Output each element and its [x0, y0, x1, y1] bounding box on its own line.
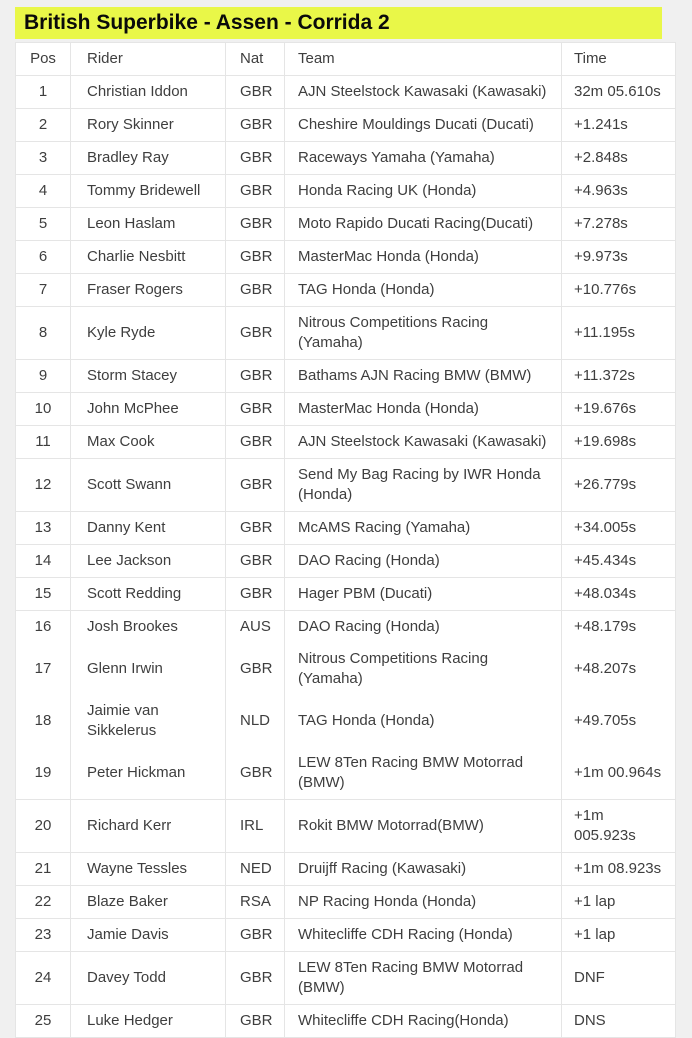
team-cell: Nitrous Competitions Racing (Yamaha)	[285, 643, 562, 695]
nat-cell: IRL	[226, 800, 285, 853]
pos-cell: 15	[16, 578, 71, 611]
pos-cell: 12	[16, 459, 71, 512]
rider-cell: Christian Iddon	[71, 76, 226, 109]
time-cell: +1 lap	[562, 919, 676, 952]
pos-cell: 4	[16, 175, 71, 208]
results-table	[15, 42, 676, 1038]
rider-cell: Danny Kent	[71, 512, 226, 545]
pos-cell: 24	[16, 952, 71, 1005]
column-header-team: Team	[285, 43, 562, 76]
pos-cell: 11	[16, 426, 71, 459]
pos-cell: 20	[16, 800, 71, 853]
table-row	[16, 853, 676, 886]
nat-cell: NED	[226, 853, 285, 886]
nat-cell: GBR	[226, 307, 285, 360]
pos-cell: 25	[16, 1005, 71, 1038]
table-row	[16, 241, 676, 274]
time-cell: +11.195s	[562, 307, 676, 360]
table-row	[16, 611, 676, 644]
rider-cell: Lee Jackson	[71, 545, 226, 578]
time-cell: +9.973s	[562, 241, 676, 274]
results-table-header	[16, 43, 676, 76]
table-row	[16, 109, 676, 142]
table-row	[16, 175, 676, 208]
team-cell: Moto Rapido Ducati Racing(Ducati)	[285, 208, 562, 241]
nat-cell: GBR	[226, 175, 285, 208]
nat-cell: GBR	[226, 109, 285, 142]
time-cell: +4.963s	[562, 175, 676, 208]
nat-cell: GBR	[226, 241, 285, 274]
nat-cell: GBR	[226, 952, 285, 1005]
rider-cell: Scott Swann	[71, 459, 226, 512]
pos-cell: 2	[16, 109, 71, 142]
time-cell: +1 lap	[562, 886, 676, 919]
column-header-rider: Rider	[71, 43, 226, 76]
rider-cell: Glenn Irwin	[71, 643, 226, 695]
pos-cell: 10	[16, 393, 71, 426]
table-row	[16, 952, 676, 1005]
team-cell: LEW 8Ten Racing BMW Motorrad (BMW)	[285, 747, 562, 800]
time-cell: +48.034s	[562, 578, 676, 611]
nat-cell: NLD	[226, 695, 285, 747]
table-row	[16, 459, 676, 512]
table-row	[16, 208, 676, 241]
table-row	[16, 695, 676, 747]
nat-cell: GBR	[226, 1005, 285, 1038]
time-cell: +34.005s	[562, 512, 676, 545]
team-cell: LEW 8Ten Racing BMW Motorrad (BMW)	[285, 952, 562, 1005]
rider-cell: Jamie Davis	[71, 919, 226, 952]
team-cell: Hager PBM (Ducati)	[285, 578, 562, 611]
team-cell: Whitecliffe CDH Racing(Honda)	[285, 1005, 562, 1038]
pos-cell: 6	[16, 241, 71, 274]
team-cell: Rokit BMW Motorrad(BMW)	[285, 800, 562, 853]
rider-cell: Luke Hedger	[71, 1005, 226, 1038]
rider-cell: Richard Kerr	[71, 800, 226, 853]
table-row	[16, 512, 676, 545]
table-row	[16, 360, 676, 393]
pos-cell: 8	[16, 307, 71, 360]
time-cell: +1m 00.964s	[562, 747, 676, 800]
team-cell: MasterMac Honda (Honda)	[285, 241, 562, 274]
rider-cell: Jaimie van Sikkelerus	[71, 695, 226, 747]
team-cell: Whitecliffe CDH Racing (Honda)	[285, 919, 562, 952]
table-row	[16, 886, 676, 919]
pos-cell: 19	[16, 747, 71, 800]
team-cell: Send My Bag Racing by IWR Honda (Honda)	[285, 459, 562, 512]
table-row	[16, 1005, 676, 1038]
time-cell: +48.207s	[562, 643, 676, 695]
team-cell: McAMS Racing (Yamaha)	[285, 512, 562, 545]
rider-cell: Bradley Ray	[71, 142, 226, 175]
time-cell: DNF	[562, 952, 676, 1005]
rider-cell: John McPhee	[71, 393, 226, 426]
rider-cell: Max Cook	[71, 426, 226, 459]
column-header-time: Time	[562, 43, 676, 76]
team-cell: TAG Honda (Honda)	[285, 695, 562, 747]
pos-cell: 5	[16, 208, 71, 241]
table-row	[16, 578, 676, 611]
table-row	[16, 426, 676, 459]
pos-cell: 21	[16, 853, 71, 886]
pos-cell: 22	[16, 886, 71, 919]
pos-cell: 7	[16, 274, 71, 307]
time-cell: +45.434s	[562, 545, 676, 578]
pos-cell: 18	[16, 695, 71, 747]
team-cell: Raceways Yamaha (Yamaha)	[285, 142, 562, 175]
team-cell: Honda Racing UK (Honda)	[285, 175, 562, 208]
table-row	[16, 747, 676, 800]
rider-cell: Kyle Ryde	[71, 307, 226, 360]
team-cell: DAO Racing (Honda)	[285, 545, 562, 578]
team-cell: MasterMac Honda (Honda)	[285, 393, 562, 426]
rider-cell: Rory Skinner	[71, 109, 226, 142]
time-cell: +7.278s	[562, 208, 676, 241]
nat-cell: RSA	[226, 886, 285, 919]
pos-cell: 9	[16, 360, 71, 393]
pos-cell: 3	[16, 142, 71, 175]
team-cell: Bathams AJN Racing BMW (BMW)	[285, 360, 562, 393]
time-cell: +1m 08.923s	[562, 853, 676, 886]
team-cell: TAG Honda (Honda)	[285, 274, 562, 307]
team-cell: NP Racing Honda (Honda)	[285, 886, 562, 919]
table-row	[16, 919, 676, 952]
time-cell: +49.705s	[562, 695, 676, 747]
nat-cell: GBR	[226, 643, 285, 695]
team-cell: DAO Racing (Honda)	[285, 611, 562, 644]
nat-cell: GBR	[226, 459, 285, 512]
table-row	[16, 800, 676, 853]
rider-cell: Fraser Rogers	[71, 274, 226, 307]
page-title: British Superbike - Assen - Corrida 2	[15, 7, 662, 39]
table-row	[16, 274, 676, 307]
table-row	[16, 545, 676, 578]
pos-cell: 17	[16, 643, 71, 695]
table-row	[16, 393, 676, 426]
column-header-pos: Pos	[16, 43, 71, 76]
nat-cell: GBR	[226, 426, 285, 459]
nat-cell: GBR	[226, 142, 285, 175]
time-cell: +11.372s	[562, 360, 676, 393]
nat-cell: GBR	[226, 274, 285, 307]
nat-cell: GBR	[226, 76, 285, 109]
team-cell: AJN Steelstock Kawasaki (Kawasaki)	[285, 426, 562, 459]
nat-cell: GBR	[226, 919, 285, 952]
team-cell: Druijff Racing (Kawasaki)	[285, 853, 562, 886]
table-row	[16, 307, 676, 360]
time-cell: +48.179s	[562, 611, 676, 644]
rider-cell: Charlie Nesbitt	[71, 241, 226, 274]
time-cell: +26.779s	[562, 459, 676, 512]
rider-cell: Peter Hickman	[71, 747, 226, 800]
nat-cell: GBR	[226, 512, 285, 545]
pos-cell: 14	[16, 545, 71, 578]
pos-cell: 23	[16, 919, 71, 952]
pos-cell: 16	[16, 611, 71, 644]
results-tbody	[16, 76, 676, 1038]
rider-cell: Wayne Tessles	[71, 853, 226, 886]
rider-cell: Scott Redding	[71, 578, 226, 611]
rider-cell: Leon Haslam	[71, 208, 226, 241]
nat-cell: GBR	[226, 208, 285, 241]
team-cell: Cheshire Mouldings Ducati (Ducati)	[285, 109, 562, 142]
table-row	[16, 142, 676, 175]
time-cell: +19.698s	[562, 426, 676, 459]
team-cell: Nitrous Competitions Racing (Yamaha)	[285, 307, 562, 360]
time-cell: 32m 05.610s	[562, 76, 676, 109]
nat-cell: GBR	[226, 545, 285, 578]
rider-cell: Josh Brookes	[71, 611, 226, 644]
time-cell: +10.776s	[562, 274, 676, 307]
table-row	[16, 643, 676, 695]
nat-cell: GBR	[226, 578, 285, 611]
rider-cell: Tommy Bridewell	[71, 175, 226, 208]
nat-cell: GBR	[226, 360, 285, 393]
time-cell: DNS	[562, 1005, 676, 1038]
header-row	[16, 43, 676, 76]
time-cell: +19.676s	[562, 393, 676, 426]
team-cell: AJN Steelstock Kawasaki (Kawasaki)	[285, 76, 562, 109]
rider-cell: Storm Stacey	[71, 360, 226, 393]
pos-cell: 13	[16, 512, 71, 545]
time-cell: +1m 005.923s	[562, 800, 676, 853]
rider-cell: Blaze Baker	[71, 886, 226, 919]
rider-cell: Davey Todd	[71, 952, 226, 1005]
time-cell: +1.241s	[562, 109, 676, 142]
nat-cell: GBR	[226, 747, 285, 800]
column-header-nat: Nat	[226, 43, 285, 76]
table-row	[16, 76, 676, 109]
pos-cell: 1	[16, 76, 71, 109]
nat-cell: GBR	[226, 393, 285, 426]
nat-cell: AUS	[226, 611, 285, 644]
time-cell: +2.848s	[562, 142, 676, 175]
